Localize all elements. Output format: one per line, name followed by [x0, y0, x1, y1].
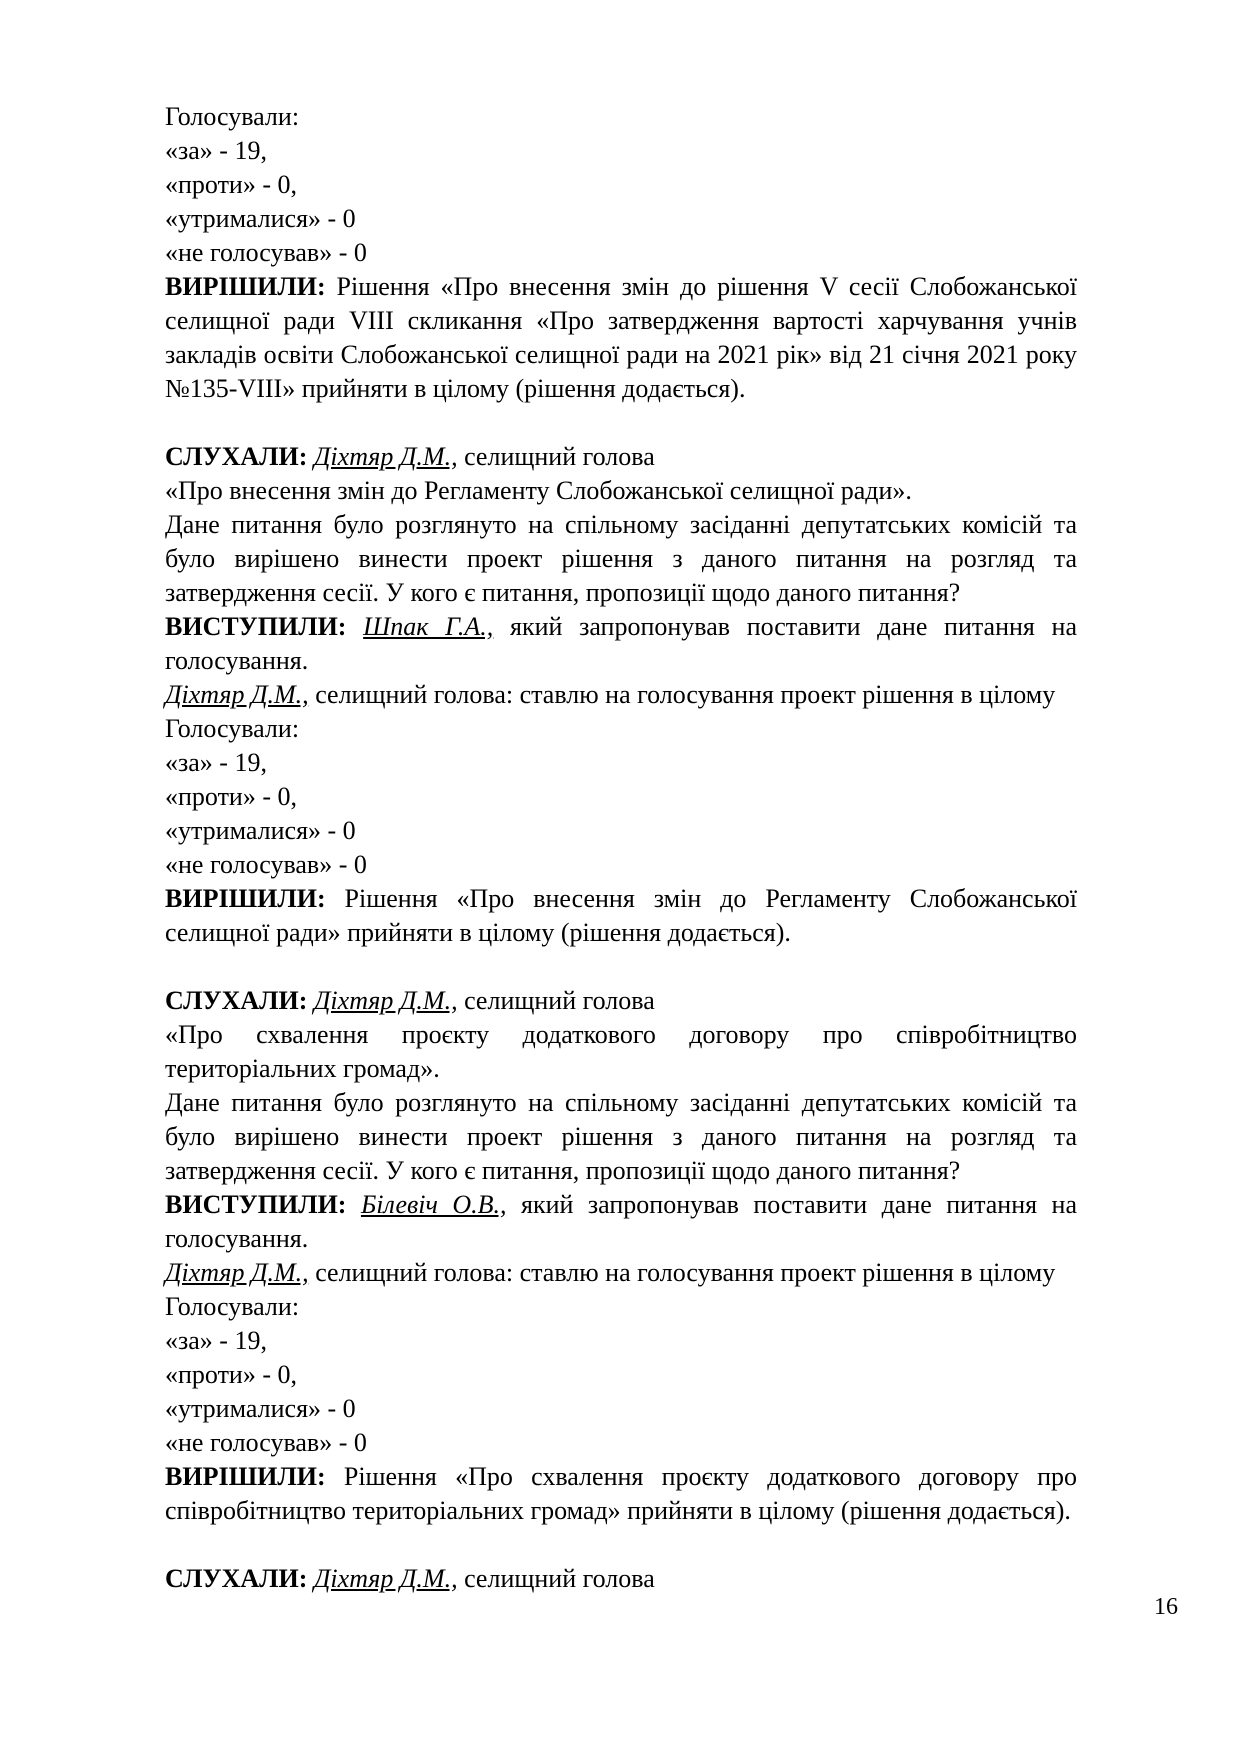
- document-page: [165, 100, 1077, 1596]
- speaker-name: Шпак Г.А.,: [363, 612, 494, 641]
- heard-label: СЛУХАЛИ:: [165, 986, 308, 1015]
- speaker-role: селищний голова: [457, 442, 655, 471]
- topic-title: «Про внесення змін до Регламенту Слобожанської селищної ради».: [165, 476, 912, 505]
- speaker-name: Діхтяр Д.М.,: [165, 1258, 309, 1287]
- speaker-name: Діхтяр Д.М.,: [313, 1564, 458, 1593]
- vote-abstained: «утрималися» - 0: [165, 204, 356, 233]
- speaker-name: Білевіч О.В.,: [360, 1190, 507, 1219]
- spacer: [165, 950, 1077, 984]
- spoke-label: ВИСТУПИЛИ:: [165, 1190, 347, 1219]
- voted-label: Голосували:: [165, 714, 300, 743]
- speaker-name: Діхтяр Д.М.,: [313, 442, 458, 471]
- heard-paragraph: [165, 984, 1077, 1018]
- decided-label: ВИРІШИЛИ:: [165, 884, 326, 913]
- decided-label: ВИРІШИЛИ:: [165, 1462, 326, 1491]
- decision-paragraph: [165, 882, 1077, 950]
- heard-label: СЛУХАЛИ:: [165, 442, 308, 471]
- decision-paragraph: [165, 1460, 1077, 1528]
- heard-paragraph: [165, 440, 1077, 474]
- speaker-name: Діхтяр Д.М.,: [313, 986, 458, 1015]
- vote-abstained: «утрималися» - 0: [165, 1394, 356, 1423]
- voted-label: Голосували:: [165, 102, 300, 131]
- spoke-paragraph: [165, 610, 1077, 678]
- vote-against: «проти» - 0,: [165, 1360, 298, 1389]
- call-to-vote: [165, 678, 1077, 712]
- vote-abstained: «утрималися» - 0: [165, 816, 356, 845]
- vote-not-voted: «не голосував» - 0: [165, 1428, 367, 1457]
- vote-against: «проти» - 0,: [165, 170, 298, 199]
- speaker-proposal: який запропонував поставити дане питання на голосування.: [165, 612, 1077, 675]
- speaker-name: Діхтяр Д.М.,: [165, 680, 309, 709]
- decided-label: ВИРІШИЛИ:: [165, 272, 326, 301]
- vote-for: «за» - 19,: [165, 1326, 267, 1355]
- speaker-proposal: який запропонував поставити дане питання на голосування.: [165, 1190, 1078, 1253]
- voted-label: Голосували:: [165, 1292, 300, 1321]
- discussion-paragraph: Дане питання було розглянуто на спільному засіданні депутатських комісій та було вирішено винести проект рішення з даного питання на розгляд та затвердження сесії. У кого є питання, пропозиції щодо даного питання?: [165, 510, 1077, 607]
- topic-title: «Про схвалення проєкту додаткового договору про співробітництво територіальних громад».: [165, 1020, 1077, 1083]
- page-number: 16: [1154, 1594, 1178, 1620]
- spacer: [165, 406, 1077, 440]
- spoke-label: ВИСТУПИЛИ:: [165, 612, 347, 641]
- decision-text: Рішення «Про внесення змін до рішення V сесії Слобожанської селищної ради VIII скликання «Про затвердження вартості харчування учнів закладів освіти Слобожанської селищної ради на 2021 рік» від 21 січня 2021 року №135-VIII» прийняти в цілому (рішення додається).: [165, 272, 1077, 403]
- vote-for: «за» - 19,: [165, 748, 267, 777]
- speaker-role: селищний голова: [457, 986, 655, 1015]
- call-to-vote: [165, 1256, 1077, 1290]
- call-to-vote-text: селищний голова: ставлю на голосування проект рішення в цілому: [308, 680, 1056, 709]
- decision-text: Рішення «Про схвалення проєкту додаткового договору про співробітництво територіальних громад» прийняти в цілому (рішення додається).: [165, 1462, 1077, 1525]
- vote-not-voted: «не голосував» - 0: [165, 238, 367, 267]
- speaker-role: селищний голова: [457, 1564, 655, 1593]
- vote-for: «за» - 19,: [165, 136, 267, 165]
- heard-label: СЛУХАЛИ:: [165, 1564, 308, 1593]
- vote-against: «проти» - 0,: [165, 782, 298, 811]
- decision-paragraph: [165, 270, 1077, 406]
- decision-text: Рішення «Про внесення змін до Регламенту Слобожанської селищної ради» прийняти в цілому (рішення додається).: [165, 884, 1077, 947]
- heard-paragraph: [165, 1562, 1077, 1596]
- spacer: [165, 1528, 1077, 1562]
- discussion-paragraph: Дане питання було розглянуто на спільному засіданні депутатських комісій та було вирішено винести проект рішення з даного питання на розгляд та затвердження сесії. У кого є питання, пропозиції щодо даного питання?: [165, 1088, 1077, 1185]
- call-to-vote-text: селищний голова: ставлю на голосування проект рішення в цілому: [308, 1258, 1056, 1287]
- vote-not-voted: «не голосував» - 0: [165, 850, 367, 879]
- spoke-paragraph: [165, 1188, 1077, 1256]
